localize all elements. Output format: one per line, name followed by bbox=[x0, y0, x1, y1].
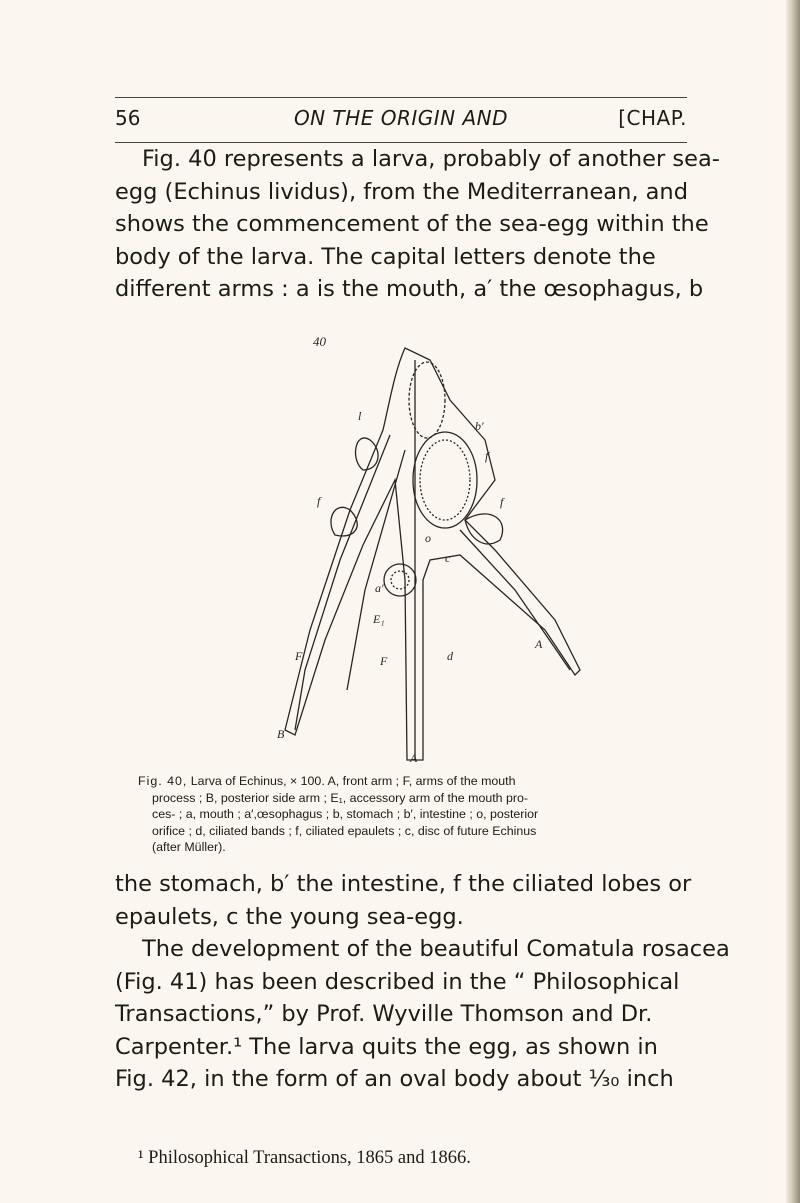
epaulet-upper-left bbox=[356, 438, 379, 470]
figure-caption bbox=[138, 773, 683, 856]
epaulet-left bbox=[331, 507, 357, 536]
text-line: (Fig. 41) has been described in the “ Philosophical bbox=[115, 968, 680, 995]
figure-label: f bbox=[485, 449, 489, 463]
text-line: The development of the beautiful Comatula rosacea bbox=[142, 936, 730, 962]
caption-line: orifice ; d, ciliated bands ; f, ciliated epaulets ; c, disc of future Echinus bbox=[152, 823, 537, 838]
text-line: shows the commencement of the sea-egg within the bbox=[115, 211, 709, 237]
footnote: ¹ Philosophical Transactions, 1865 and 1866. bbox=[138, 1148, 471, 1168]
text-line: Fig. 40 represents a larva, probably of another sea- bbox=[142, 146, 720, 172]
text-line: Carpenter.¹ The larva quits the egg, as shown in bbox=[115, 1033, 658, 1060]
arm-rod-right bbox=[460, 530, 570, 670]
figure-number: 40 bbox=[313, 334, 326, 349]
stomach-inner bbox=[420, 440, 470, 520]
figure-label: F bbox=[380, 654, 388, 668]
figure-label: E₁ bbox=[373, 612, 385, 626]
figure-label: b′ bbox=[475, 419, 484, 433]
text-line: egg (Echinus lividus), from the Mediterranean, and bbox=[115, 178, 688, 205]
figure-label: F bbox=[295, 649, 303, 663]
stomach-shape bbox=[413, 432, 477, 528]
paragraph-3 bbox=[115, 933, 730, 1096]
larva-illustration bbox=[255, 330, 615, 770]
figure-label: a′ bbox=[375, 581, 384, 595]
caption-label: Fig. 40, bbox=[138, 774, 188, 788]
header-rule-top bbox=[115, 97, 687, 98]
figure-label: o bbox=[425, 531, 431, 545]
figure-label: A bbox=[410, 751, 418, 765]
paragraph-2 bbox=[115, 868, 695, 933]
text-line: epaulets, c the young sea-egg. bbox=[115, 903, 464, 930]
page-number: 56 bbox=[115, 106, 141, 130]
disc-future-echinus bbox=[384, 564, 416, 596]
figure-label: f bbox=[317, 494, 321, 508]
figure-label: A bbox=[535, 637, 543, 651]
figure-label: B bbox=[277, 727, 285, 741]
caption-line: ces- ; a, mouth ; a′,œsophagus ; b, stomach ; b′, intestine ; o, posterior bbox=[152, 807, 539, 822]
paragraph-1 bbox=[115, 143, 720, 306]
running-header bbox=[115, 106, 687, 136]
running-title: ON THE ORIGIN AND bbox=[293, 106, 509, 130]
disc-inner bbox=[391, 571, 409, 589]
figure-label: d bbox=[447, 649, 453, 663]
arm-rod-mouth bbox=[347, 450, 405, 690]
text-line: different arms : a is the mouth, a′ the œsophagus, b bbox=[115, 276, 704, 302]
caption-line: process ; B, posterior side arm ; E₁, accessory arm of the mouth pro- bbox=[152, 790, 529, 805]
caption-line: Larva of Echinus, × 100. A, front arm ; F, arms of the mouth bbox=[190, 774, 516, 788]
text-line: the stomach, b′ the intestine, f the ciliated lobes or bbox=[115, 871, 692, 897]
caption-line: (after Müller). bbox=[152, 840, 226, 855]
larva-outline bbox=[285, 348, 580, 760]
chapter-marker: [CHAP. bbox=[618, 106, 687, 130]
page-edge-shadow bbox=[786, 0, 800, 1203]
figure-label: c bbox=[445, 551, 451, 565]
text-line: Fig. 42, in the form of an oval body about ¹⁄₃₀ inch bbox=[115, 1066, 674, 1092]
text-line: Transactions,” by Prof. Wyville Thomson and Dr. bbox=[115, 1001, 653, 1027]
figure-label: l bbox=[358, 409, 362, 423]
text-line: body of the larva. The capital letters denote the bbox=[115, 243, 656, 270]
figure-label: f bbox=[500, 495, 504, 509]
